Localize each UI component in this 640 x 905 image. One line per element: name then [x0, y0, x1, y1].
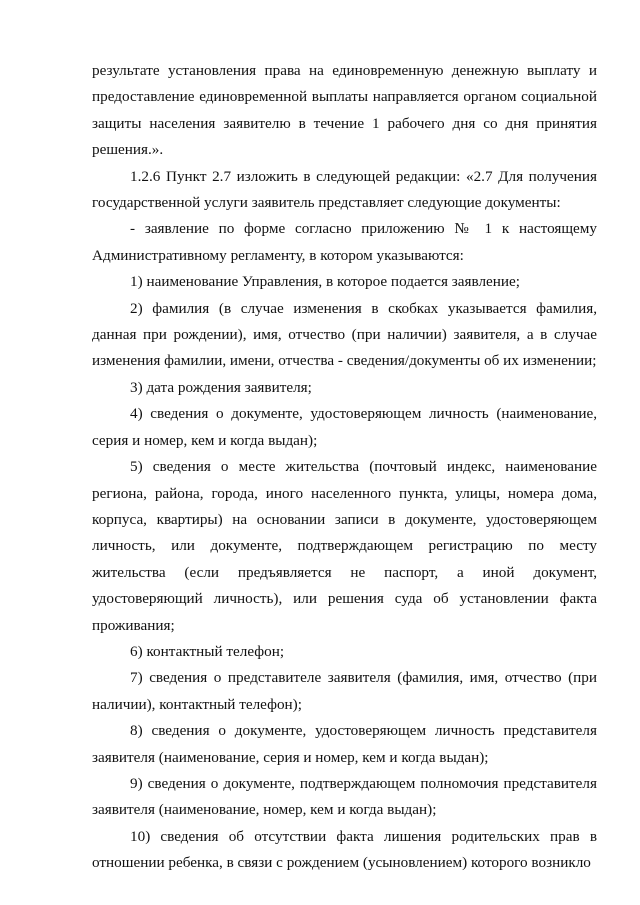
paragraph-2: 1.2.6 Пункт 2.7 изложить в следующей редакции: «2.7 Для получения государственной услуги заявитель представляет следующие документы:: [92, 167, 597, 212]
paragraph-7: 4) сведения о документе, удостоверяющем личность (наименование, серия и номер, кем и когда выдан);: [92, 405, 597, 449]
paragraph-5: 2) фамилия (в случае изменения в скобках указывается фамилия, данная при рождении), имя, отчество (при наличии) заявителя, а в случае изменения фамилии, имени, отчества - сведения/документы об их изменении;: [92, 299, 597, 370]
paragraph-12: 9) сведения о документе, подтверждающем полномочия представителя заявителя (наименование, номер, кем и когда выдан);: [92, 774, 597, 819]
document-body: [92, 58, 597, 877]
paragraph-6: 3) дата рождения заявителя;: [130, 378, 312, 396]
paragraph-13: 10) сведения об отсутствии факта лишения родительских прав в отношении ребенка, в связи с рождением (усыновлением) которого возникло: [92, 827, 597, 872]
paragraph-10: 7) сведения о представителе заявителя (фамилия, имя, отчество (при наличии), контактный телефон);: [92, 669, 597, 713]
paragraph-1: результате установления права на единовременную денежную выплату и предоставление единовременной выплаты направляется органом социальной защиты населения заявителю в течение 1 рабочего дня со дня принятия решения.».: [92, 62, 597, 159]
paragraph-4: 1) наименование Управления, в которое подается заявление;: [130, 273, 521, 291]
paragraph-3: - заявление по форме согласно приложению № 1 к настоящему Административному регламенту, в котором указываются:: [92, 220, 597, 264]
paragraph-11: 8) сведения о документе, удостоверяющем личность представителя заявителя (наименование, серия и номер, кем и когда выдан);: [92, 722, 597, 766]
paragraph-9: 6) контактный телефон;: [130, 642, 285, 660]
paragraph-8: 5) сведения о месте жительства (почтовый индекс, наименование региона, района, города, иного населенного пункта, улицы, номера дома, корпуса, квартиры) на основании записи в документе, удостоверяющем личность, или документе, подтверждающем регистрацию по месту жительства (если предъявляется не паспорт, а иной документ, удостоверяющий личность), или решения суда об установлении факта проживания;: [92, 458, 597, 634]
